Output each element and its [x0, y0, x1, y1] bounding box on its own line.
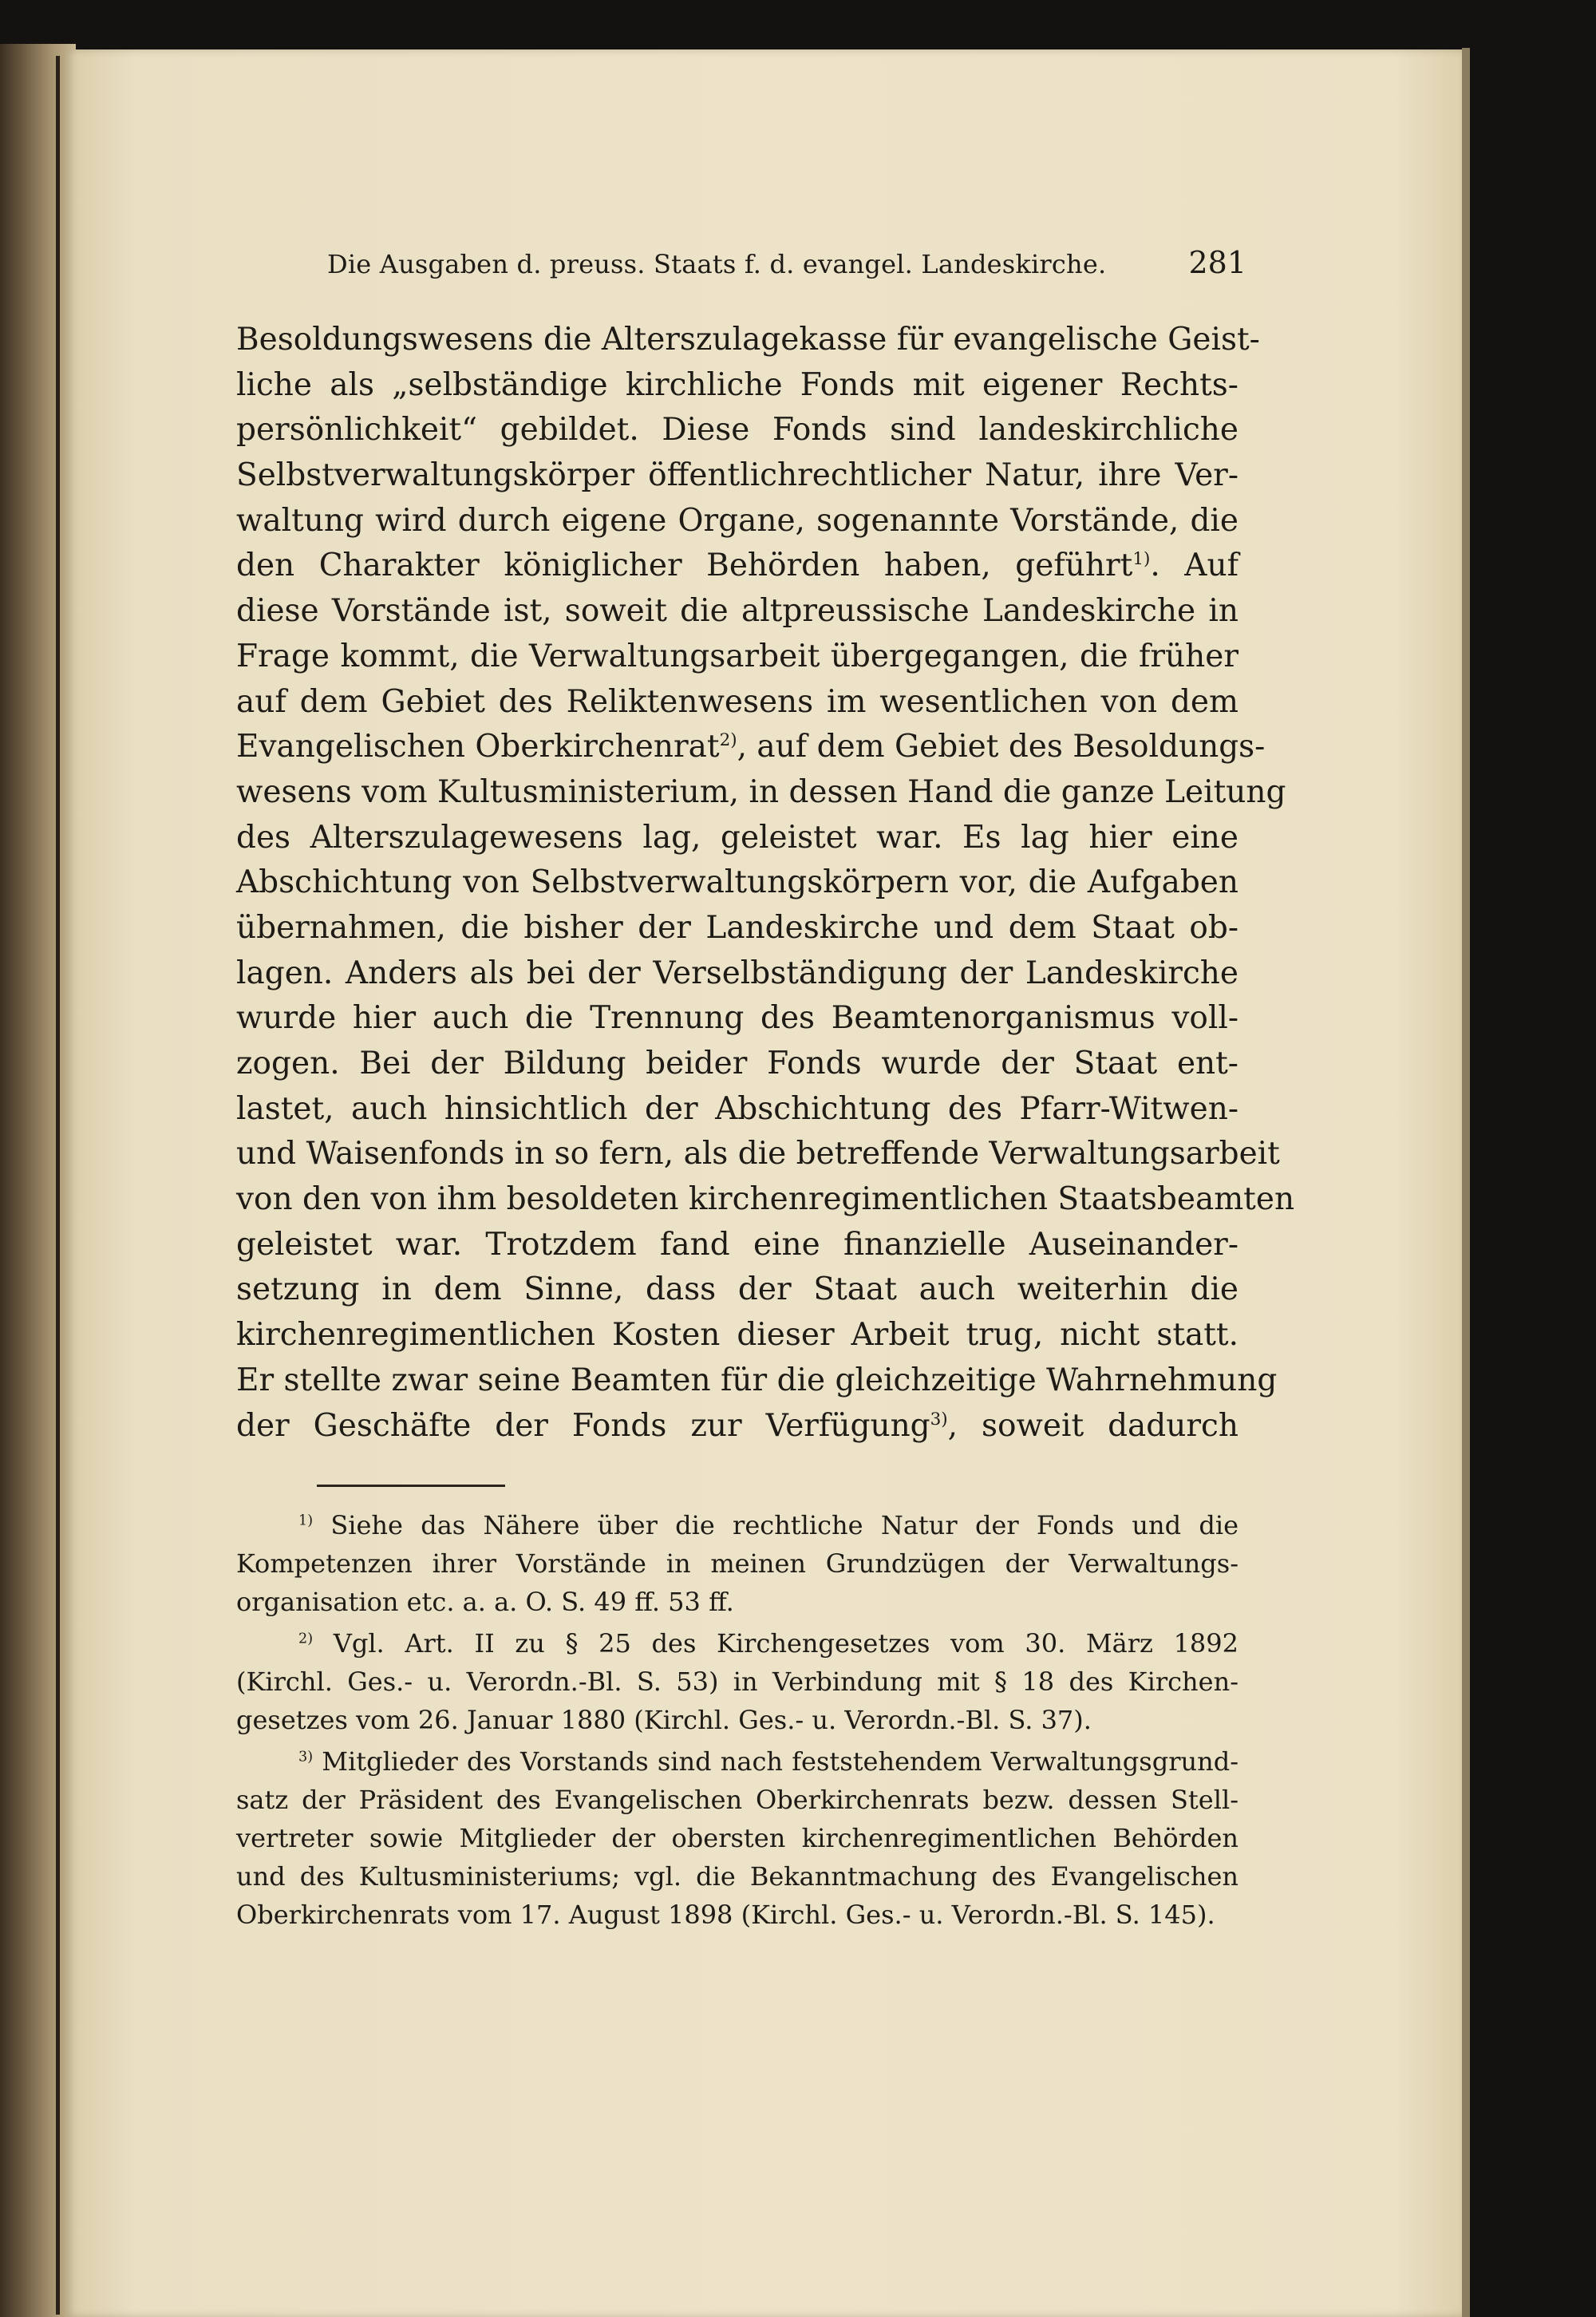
footnote-line [236, 1506, 1238, 1544]
page-number: 281 [1188, 245, 1246, 280]
footnote-line: satz der Präsident des Evangelischen Oberkirchenrats bezw. dessen Stell- [236, 1785, 1238, 1815]
footnote-line: gesetzes vom 26. Januar 1880 (Kirchl. Ges.- u. Verordn.-Bl. S. 37). [236, 1705, 1092, 1735]
body-line: auf dem Gebiet des Reliktenwesens im wesentlichen von dem [236, 683, 1238, 720]
footnote-line: (Kirchl. Ges.- u. Verordn.-Bl. S. 53) in Verbindung mit § 18 des Kirchen- [236, 1667, 1238, 1697]
body-line: übernahmen, die bisher der Landeskirche und dem Staat ob- [236, 909, 1238, 946]
body-line-text: den Charakter königlicher Behörden haben, geführt [236, 548, 1133, 584]
body-line-tail: , auf dem Gebiet des Besoldungs- [737, 729, 1266, 765]
body-line: zogen. Bei der Bildung beider Fonds wurde der Staat ent- [236, 1046, 1238, 1081]
body-line: lastet, auch hinsichtlich der Abschichtung des Pfarr-Witwen- [236, 1090, 1238, 1127]
body-line [236, 1404, 1238, 1449]
body-line: Er stellte zwar seine Beamten für die gleichzeitige Wahrnehmung [236, 1362, 1278, 1398]
footnote-marker-3: 3) [298, 1749, 314, 1765]
footnote-text: Mitglieder des Vorstands sind nach feststehendem Verwaltungsgrund- [322, 1746, 1239, 1777]
running-header [327, 245, 1246, 287]
body-line [236, 544, 1238, 589]
footnote-line: vertreter sowie Mitglieder der obersten kirchenregimentlichen Behörden [236, 1823, 1238, 1853]
body-line: Selbstverwaltungskörper öffentlichrechtlicher Natur, ihre Ver- [236, 457, 1238, 494]
body-line-text: der Geschäfte der Fonds zur Verfügung [236, 1407, 930, 1444]
footnote-line: Oberkirchenrats vom 17. August 1898 (Kirchl. Ges.- u. Verordn.-Bl. S. 145). [236, 1900, 1215, 1930]
footnote-text: Vgl. Art. II zu § 25 des Kirchengesetzes vom 30. März 1892 [333, 1628, 1239, 1659]
footnote-line: und des Kultusministeriums; vgl. die Bekanntmachung des Evangelischen [236, 1861, 1238, 1892]
footnote-text: Siehe das Nähere über die rechtliche Natur der Fonds und die [330, 1510, 1238, 1540]
footnote-marker-2: 2) [298, 1631, 314, 1647]
footnotes [236, 1506, 1238, 1934]
body-line: setzung in dem Sinne, dass der Staat auch weiterhin die [236, 1271, 1238, 1308]
running-title: Die Ausgaben d. preuss. Staats f. d. evangel. Landeskirche. [327, 249, 1107, 279]
body-line: des Alterszulagewesens lag, geleistet war. Es lag hier eine [236, 819, 1238, 856]
body-line: Besoldungswesens die Alterszulagekasse für evangelische Geist- [236, 322, 1260, 358]
body-line: geleistet war. Trotzdem fand eine finanzielle Auseinander- [236, 1226, 1238, 1263]
body-line: und Waisenfonds in so fern, als die betreffende Verwaltungsarbeit [236, 1136, 1280, 1172]
footnote-line: Kompetenzen ihrer Vorstände in meinen Grundzügen der Verwaltungs- [236, 1548, 1238, 1579]
body-line: lagen. Anders als bei der Verselbständigung der Landeskirche [236, 955, 1238, 991]
body-line-text: Evangelischen Oberkirchenrat [236, 729, 720, 765]
body-line: persönlichkeit“ gebildet. Diese Fonds sind landeskirchliche [236, 412, 1238, 449]
body-line: diese Vorstände ist, soweit die altpreussische Landeskirche in [236, 593, 1238, 630]
body-line: waltung wird durch eigene Organe, sogenannte Vorstände, die [236, 502, 1238, 539]
footnote-line: organisation etc. a. a. O. S. 49 ff. 53 ff. [236, 1587, 734, 1617]
body-line: wurde hier auch die Trennung des Beamtenorganismus voll- [236, 1000, 1238, 1037]
body-line: Abschichtung von Selbstverwaltungskörpern vor, die Aufgaben [236, 864, 1238, 901]
footnote-separator [317, 1485, 505, 1487]
body-line-tail: . Auf [1150, 548, 1239, 584]
footnote-line [236, 1742, 1238, 1781]
body-line: liche als „selbständige kirchliche Fonds mit eigener Rechts- [236, 366, 1238, 403]
body-line: Frage kommt, die Verwaltungsarbeit übergegangen, die früher [236, 638, 1238, 674]
body-line [236, 725, 1266, 770]
footnote-ref-3: 3) [930, 1409, 948, 1429]
body-line: wesens vom Kultusministerium, in dessen Hand die ganze Leitung [236, 773, 1286, 810]
body-line-tail: , soweit dadurch [947, 1407, 1238, 1444]
body-line: kirchenregimentlichen Kosten dieser Arbeit trug, nicht statt. [236, 1317, 1238, 1354]
footnote-ref-1: 1) [1132, 549, 1151, 570]
book-gutter [56, 56, 60, 2315]
footnote-ref-2: 2) [719, 730, 737, 751]
footnote-line [236, 1624, 1238, 1663]
footnote-marker-1: 1) [298, 1512, 314, 1529]
body-line: von den von ihm besoldeten kirchenregimentlichen Staatsbeamten [236, 1181, 1295, 1218]
body-text [236, 318, 1295, 1449]
previous-page-edge [0, 44, 76, 2317]
page-fore-edge [1462, 48, 1470, 2317]
